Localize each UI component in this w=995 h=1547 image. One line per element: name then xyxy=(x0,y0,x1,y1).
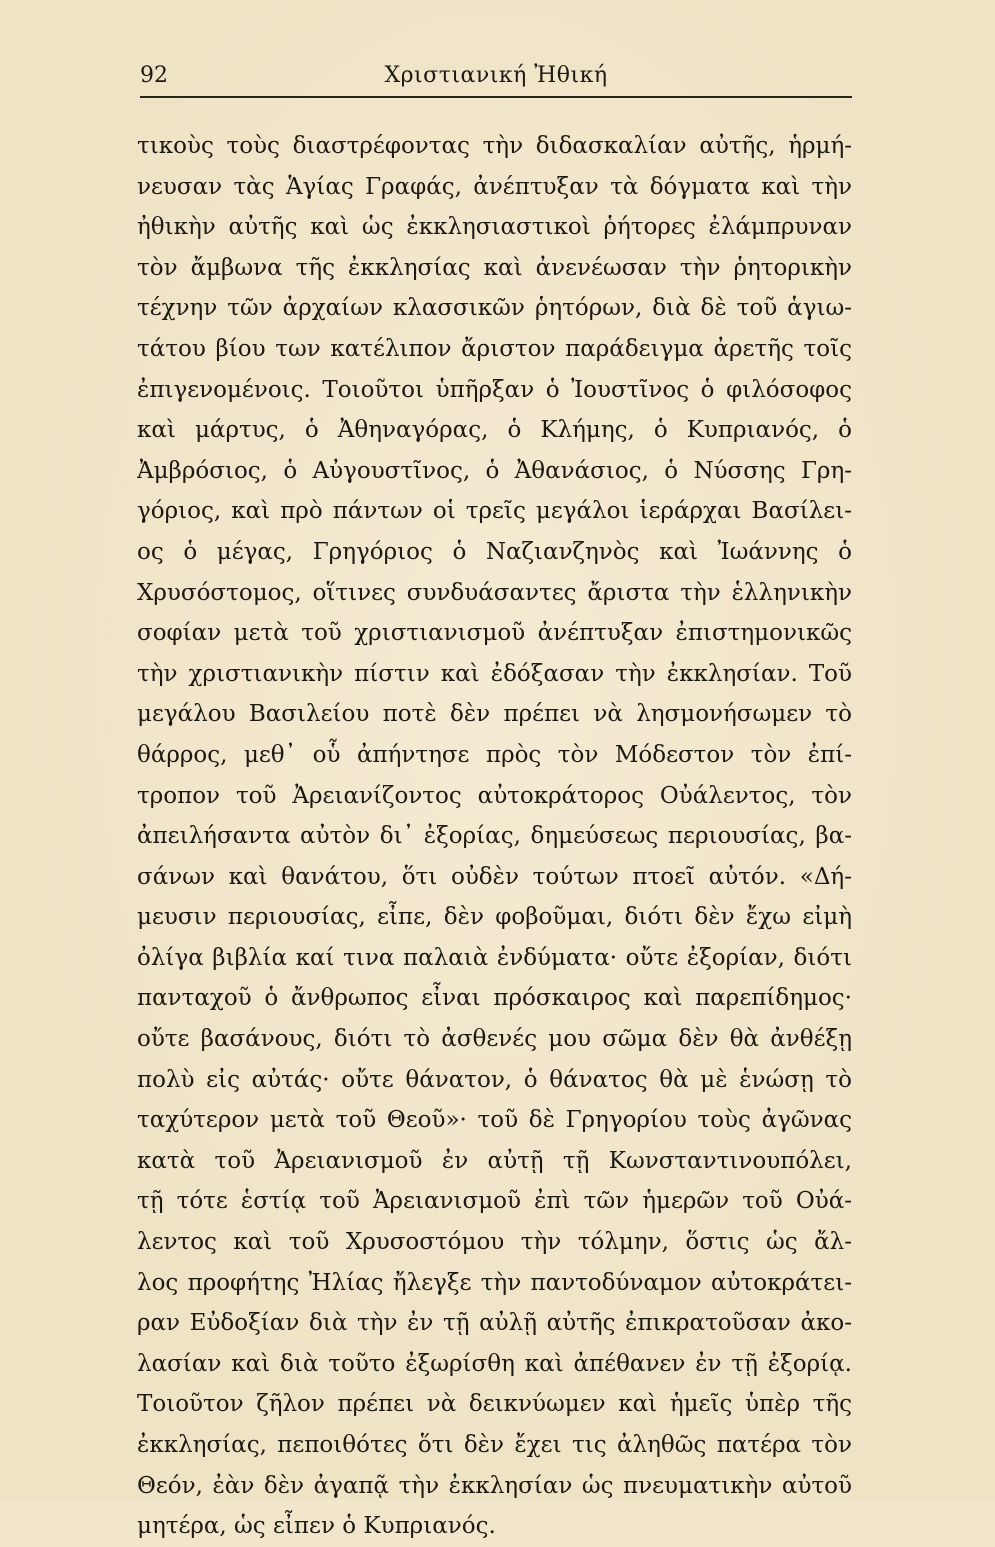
text-line: λεντος καὶ τοῦ Χρυσοστόμου τὴν τόλμην, ὅστις ὡς ἄλ- xyxy=(137,1229,852,1256)
text-line: γόριος, καὶ πρὸ πάντων οἱ τρεῖς μεγάλοι ἱεράρχαι Βασίλει- xyxy=(137,498,852,525)
text-line: ταχύτερον μετὰ τοῦ Θεοῦ»· τοῦ δὲ Γρηγορίου τοὺς ἀγῶνας xyxy=(137,1107,852,1134)
text-line: ὀλίγα βιβλία καί τινα παλαιὰ ἐνδύματα· οὔτε ἐξορίαν, διότι xyxy=(137,944,852,971)
text-line: ἐπιγενομένοις. Τοιοῦτοι ὑπῆρξαν ὁ Ἰουστῖνος ὁ φιλόσοφος xyxy=(137,376,852,403)
text-line: Χρυσόστομος, οἵτινες συνδυάσαντες ἄριστα τὴν ἑλληνικὴν xyxy=(137,579,852,606)
text-line: καὶ μάρτυς, ὁ Ἀθηναγόρας, ὁ Κλήμης, ὁ Κυπριανός, ὁ xyxy=(137,417,852,444)
text-line: Τοιοῦτον ζῆλον πρέπει νὰ δεικνύωμεν καὶ ἡμεῖς ὑπὲρ τῆς xyxy=(137,1391,852,1418)
text-line: τὴν χριστιανικὴν πίστιν καὶ ἐδόξασαν τὴν ἐκκλησίαν. Τοῦ xyxy=(137,660,852,687)
text-line: ἐκκλησίας, πεποιθότες ὅτι δὲν ἔχει τις ἀληθῶς πατέρα τὸν xyxy=(137,1432,852,1458)
text-line: τῇ τότε ἑστίᾳ τοῦ Ἀρειανισμοῦ ἐπὶ τῶν ἡμερῶν τοῦ Οὐά- xyxy=(137,1188,852,1215)
text-line: Ἀμβρόσιος, ὁ Αὐγουστῖνος, ὁ Ἀθανάσιος, ὁ Νύσσης Γρη- xyxy=(137,457,852,484)
text-line: ος ὁ μέγας, Γρηγόριος ὁ Ναζιανζηνὸς καὶ Ἰωάννης ὁ xyxy=(137,538,852,565)
text-line: λος προφήτης Ἠλίας ἤλεγξε τὴν παντοδύναμον αὐτοκράτει- xyxy=(137,1269,852,1296)
text-line: πανταχοῦ ὁ ἄνθρωπος εἶναι πρόσκαιρος καὶ παρεπίδημος· xyxy=(137,985,852,1012)
text-line: κατὰ τοῦ Ἀρειανισμοῦ ἐν αὐτῇ τῇ Κωνσταντινουπόλει, xyxy=(137,1147,852,1174)
text-line: ραν Εὐδοξίαν διὰ τὴν ἐν τῇ αὐλῇ αὐτῆς ἐπικρατοῦσαν ἀκο- xyxy=(137,1310,852,1337)
page-header xyxy=(140,58,852,94)
text-line: μευσιν περιουσίας, εἶπε, δὲν φοβοῦμαι, διότι δὲν ἔχω εἰμὴ xyxy=(137,904,852,931)
text-line: τικοὺς τοὺς διαστρέφοντας τὴν διδασκαλίαν αὐτῆς, ἡρμή- xyxy=(137,133,852,159)
text-line: τὸν ἄμβωνα τῆς ἐκκλησίας καὶ ἀνενέωσαν τὴν ῥητορικὴν xyxy=(137,254,852,281)
text-line: ἀπειλήσαντα αὐτὸν δι᾽ ἐξορίας, δημεύσεως περιουσίας, βα- xyxy=(137,823,852,850)
text-line: πολὺ εἰς αὐτάς· οὔτε θάνατον, ὁ θάνατος θὰ μὲ ἑνώσῃ τὸ xyxy=(137,1066,852,1093)
text-line: θάρρος, μεθ᾽ οὗ ἀπήντησε πρὸς τὸν Μόδεστον τὸν ἐπί- xyxy=(137,741,852,768)
text-line: νευσαν τὰς Ἁγίας Γραφάς, ἀνέπτυξαν τὰ δόγματα καὶ τὴν xyxy=(137,173,852,200)
running-title: Χριστιανική Ἠθική xyxy=(384,63,608,88)
body-text xyxy=(137,126,852,1547)
text-line: λασίαν καὶ διὰ τοῦτο ἐξωρίσθη καὶ ἀπέθανεν ἐν τῇ ἐξορίᾳ. xyxy=(137,1350,852,1377)
text-line: σοφίαν μετὰ τοῦ χριστιανισμοῦ ἀνέπτυξαν ἐπιστημονικῶς xyxy=(137,620,852,647)
text-line-last: μητέρα, ὡς εἶπεν ὁ Κυπριανός. xyxy=(137,1513,496,1540)
text-line: Θεόν, ἐὰν δὲν ἀγαπᾷ τὴν ἐκκλησίαν ὡς πνευματικὴν αὐτοῦ xyxy=(137,1472,852,1499)
text-line: τέχνην τῶν ἀρχαίων κλασσικῶν ῥητόρων, διὰ δὲ τοῦ ἁγιω- xyxy=(137,295,852,322)
page-number: 92 xyxy=(140,63,168,88)
text-line: τροπον τοῦ Ἀρειανίζοντος αὐτοκράτορος Οὐάλεντος, τὸν xyxy=(137,782,852,809)
text-line: τάτου βίου των κατέλιπον ἄριστον παράδειγμα ἀρετῆς τοῖς xyxy=(137,335,852,362)
text-line: σάνων καὶ θανάτου, ὅτι οὐδὲν τούτων πτοεῖ αὐτόν. «Δή- xyxy=(137,863,852,890)
text-line: ἠθικὴν αὐτῆς καὶ ὡς ἐκκλησιαστικοὶ ῥήτορες ἐλάμπρυναν xyxy=(137,214,852,241)
text-line: οὔτε βασάνους, διότι τὸ ἀσθενές μου σῶμα δὲν θὰ ἀνθέξῃ xyxy=(137,1026,852,1053)
text-line: μεγάλου Βασιλείου ποτὲ δὲν πρέπει νὰ λησμονήσωμεν τὸ xyxy=(137,701,852,728)
header-rule xyxy=(140,96,852,98)
